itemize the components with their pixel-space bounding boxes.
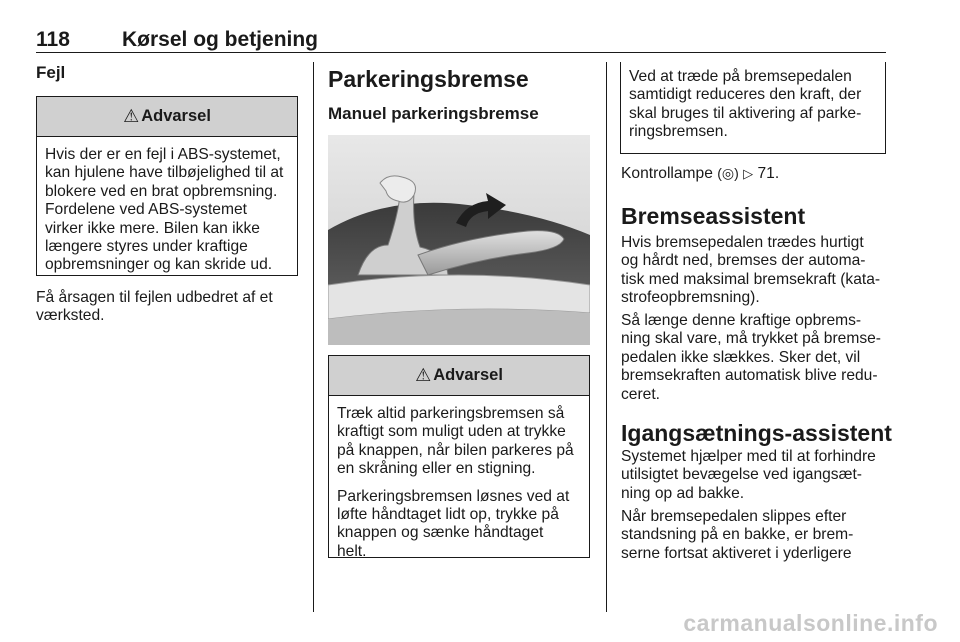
running-title: Kørsel og betjening [122, 28, 319, 51]
warning-body [37, 137, 297, 275]
warning-header [37, 97, 297, 137]
text-line: løfte håndtaget lidt op, trykke på [337, 506, 559, 524]
text-line: ning op ad bakke. [621, 484, 745, 502]
text-line: standsning på en bakke, er brem- [621, 526, 854, 544]
text-line: Fordelene ved ABS-systemet [45, 201, 247, 219]
warning-paragraph-1 [337, 405, 581, 479]
note-text [629, 68, 877, 142]
section-heading-fejl: Fejl [36, 63, 66, 82]
warning-triangle-icon: ⚠ [415, 365, 432, 385]
warning-title: Advarsel [141, 107, 211, 125]
page-header [36, 28, 886, 50]
kontrollampe-label: Kontrollampe [621, 165, 713, 182]
page-number: 118 [36, 28, 70, 51]
subheading-manuel-parkeringsbremse: Manuel parkeringsbremse [328, 104, 539, 123]
text-line: på knappen, når bilen parkeres på [337, 441, 574, 459]
warning-paragraph-2 [337, 488, 581, 562]
warning-text [45, 146, 289, 275]
paragraph-fejl-aarsag [36, 289, 298, 326]
text-line: Parkeringsbremsen løsnes ved at [337, 487, 570, 505]
text-line: utilsigtet bevægelse ved igangsæt- [621, 466, 862, 484]
brake-warning-lamp-icon: (◎) [717, 165, 739, 181]
text-line: knappen og sænke håndtaget [337, 524, 544, 542]
warning-triangle-icon: ⚠ [123, 106, 140, 126]
section-heading-parkeringsbremse: Parkeringsbremse [328, 66, 529, 92]
watermark: carmanualsonline.info [683, 610, 938, 636]
text-line: ning skal vare, må trykket på bremse- [621, 330, 881, 348]
text-line: Hvis der er en fejl i ABS-systemet, [45, 146, 281, 163]
text-line: kraftigt som muligt uden at trykke [337, 423, 566, 441]
section-heading-bremseassistent: Bremseassistent [621, 203, 806, 229]
bremseassistent-paragraph-2 [621, 312, 881, 404]
warning-title: Advarsel [433, 366, 503, 384]
text-line: blokere ved en brat opbremsning. [45, 182, 278, 200]
text-line: tisk med maksimal bremsekraft (kata- [621, 270, 881, 288]
warning-box-abs [36, 96, 298, 276]
text-line: Hvis bremsepedalen trædes hurtigt [621, 234, 864, 251]
text-line: længere styres under kraftige [45, 238, 248, 256]
text-line: Ved at træde på bremsepedalen [629, 68, 852, 85]
column-divider-2 [606, 62, 607, 612]
page-reference-icon: ▷ [743, 166, 754, 181]
text-line: Træk altid parkeringsbremsen så [337, 405, 565, 422]
text-line: ringsbremsen. [629, 123, 728, 141]
text-line: pedalen ikke slækkes. Sker det, vil [621, 348, 861, 366]
text-line: bremsekraften automatisk blive redu- [621, 367, 878, 385]
parking-brake-figure-svg [328, 135, 590, 345]
text-line: samtidigt reduceres den kraft, der [629, 86, 862, 104]
text-line: Systemet hjælper med til at forhindre [621, 448, 876, 465]
text-line: skal bruges til aktivering af parke- [629, 104, 862, 122]
text-line: virker ikke mere. Bilen kan ikke [45, 219, 260, 237]
column-divider-1 [313, 62, 314, 612]
warning-body [329, 396, 589, 561]
text-line: Få årsagen til fejlen udbedret af et [36, 289, 273, 306]
text-line: en skråning eller en stigning. [337, 460, 536, 478]
text-line: Når bremsepedalen slippes efter [621, 508, 847, 525]
text-line: Så længe denne kraftige opbrems- [621, 312, 862, 329]
section-heading-igangsaetnings-assistent: Igangsætnings-assistent [621, 420, 892, 446]
warning-header [329, 356, 589, 396]
text-line: opbremsninger og kan skride ud. [45, 256, 273, 274]
bremseassistent-paragraph-1 [621, 234, 880, 308]
page-reference-link[interactable]: 71. [757, 165, 780, 182]
igangsaetnings-paragraph-2 [621, 508, 853, 563]
header-rule [36, 52, 886, 53]
text-line: kan hjulene have tilbøjelighed til at [45, 164, 284, 182]
text-line: strofeopbremsning). [621, 289, 760, 307]
kontrollampe-line [621, 164, 779, 183]
warning-box-parkeringsbremse [328, 355, 590, 558]
parking-brake-lever-illustration [328, 135, 590, 345]
text-line: serne fortsat aktiveret i yderligere [621, 544, 852, 562]
text-line: værksted. [36, 307, 105, 325]
text-line: ceret. [621, 385, 660, 403]
igangsaetnings-paragraph-1 [621, 448, 876, 503]
text-line: helt. [337, 542, 367, 560]
note-box-bremsepedal [620, 62, 886, 154]
text-line: og hårdt ned, bremses der automa- [621, 252, 866, 270]
